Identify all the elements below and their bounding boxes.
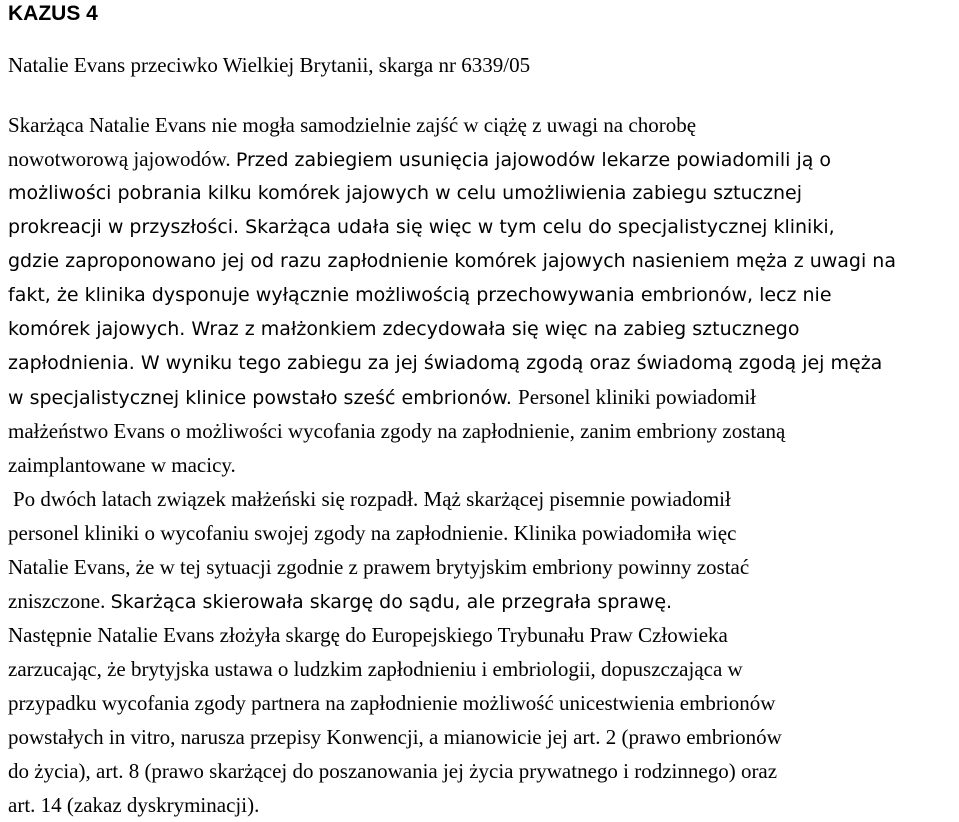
text-segment: w specjalistycznej klinice powstało sześć embrionów. (8, 387, 519, 409)
text-line: Następnie Natalie Evans złożyła skargę do Europejskiego Trybunału Praw Człowieka (8, 623, 728, 647)
case-description (8, 108, 953, 822)
text-line (8, 142, 953, 176)
text-line: możliwości pobrania kilku komórek jajowych w celu umożliwienia zabiegu sztucznej (8, 182, 802, 204)
text-line: małżeństwo Evans o możliwości wycofania zgody na zapłodnienie, zanim embriony zostaną (8, 419, 786, 443)
text-line: art. 14 (zakaz dyskryminacji). (8, 793, 260, 817)
text-segment: Skarżąca skierowała skargę do sądu, ale przegrała sprawę. (110, 591, 673, 613)
text-line: fakt, że klinika dysponuje wyłącznie możliwością przechowywania embrionów, lecz nie (8, 284, 832, 306)
document-heading: KAZUS 4 (8, 2, 98, 25)
text-line: do życia), art. 8 (prawo skarżącej do poszanowania jej życia prywatnego i rodzinnego) oraz (8, 759, 778, 783)
case-title: Natalie Evans przeciwko Wielkiej Brytanii, skarga nr 6339/05 (8, 53, 531, 77)
text-line: Natalie Evans, że w tej sytuacji zgodnie z prawem brytyjskim embriony powinny zostać (8, 555, 750, 579)
text-segment: nowotworową jajowodów. (8, 147, 236, 171)
text-line: przypadku wycofania zgody partnera na zapłodnienie możliwość unicestwienia embrionów (8, 691, 776, 715)
text-line (8, 584, 953, 618)
text-line: prokreacji w przyszłości. Skarżąca udała się więc w tym celu do specjalistycznej kliniki, (8, 216, 835, 238)
text-line: zapłodnienia. W wyniku tego zabiegu za jej świadomą zgodą oraz świadomą zgodą jej męża (8, 352, 883, 374)
text-line (8, 380, 953, 414)
text-segment: Personel kliniki powiadomił (518, 385, 756, 409)
text-line: Po dwóch latach związek małżeński się rozpadł. Mąż skarżącej pisemnie powiadomił (13, 487, 731, 511)
text-line: komórek jajowych. Wraz z małżonkiem zdecydowała się więc na zabieg sztucznego (8, 318, 800, 340)
text-segment: zniszczone. (8, 589, 111, 613)
text-segment: Przed zabiegiem usunięcia jajowodów lekarze powiadomili ją o (235, 149, 832, 171)
text-line: zarzucając, że brytyjska ustawa o ludzkim zapłodnieniu i embriologii, dopuszczająca w (8, 657, 743, 681)
text-line: zaimplantowane w macicy. (8, 453, 236, 477)
text-line: gdzie zaproponowano jej od razu zapłodnienie komórek jajowych nasieniem męża z uwagi na (8, 250, 896, 272)
text-line: personel kliniki o wycofaniu swojej zgody na zapłodnienie. Klinika powiadomiła więc (8, 521, 737, 545)
text-line: powstałych in vitro, narusza przepisy Konwencji, a mianowicie jej art. 2 (prawo embrionów (8, 725, 782, 749)
text-line: Skarżąca Natalie Evans nie mogła samodzielnie zajść w ciążę z uwagi na chorobę (8, 113, 697, 137)
